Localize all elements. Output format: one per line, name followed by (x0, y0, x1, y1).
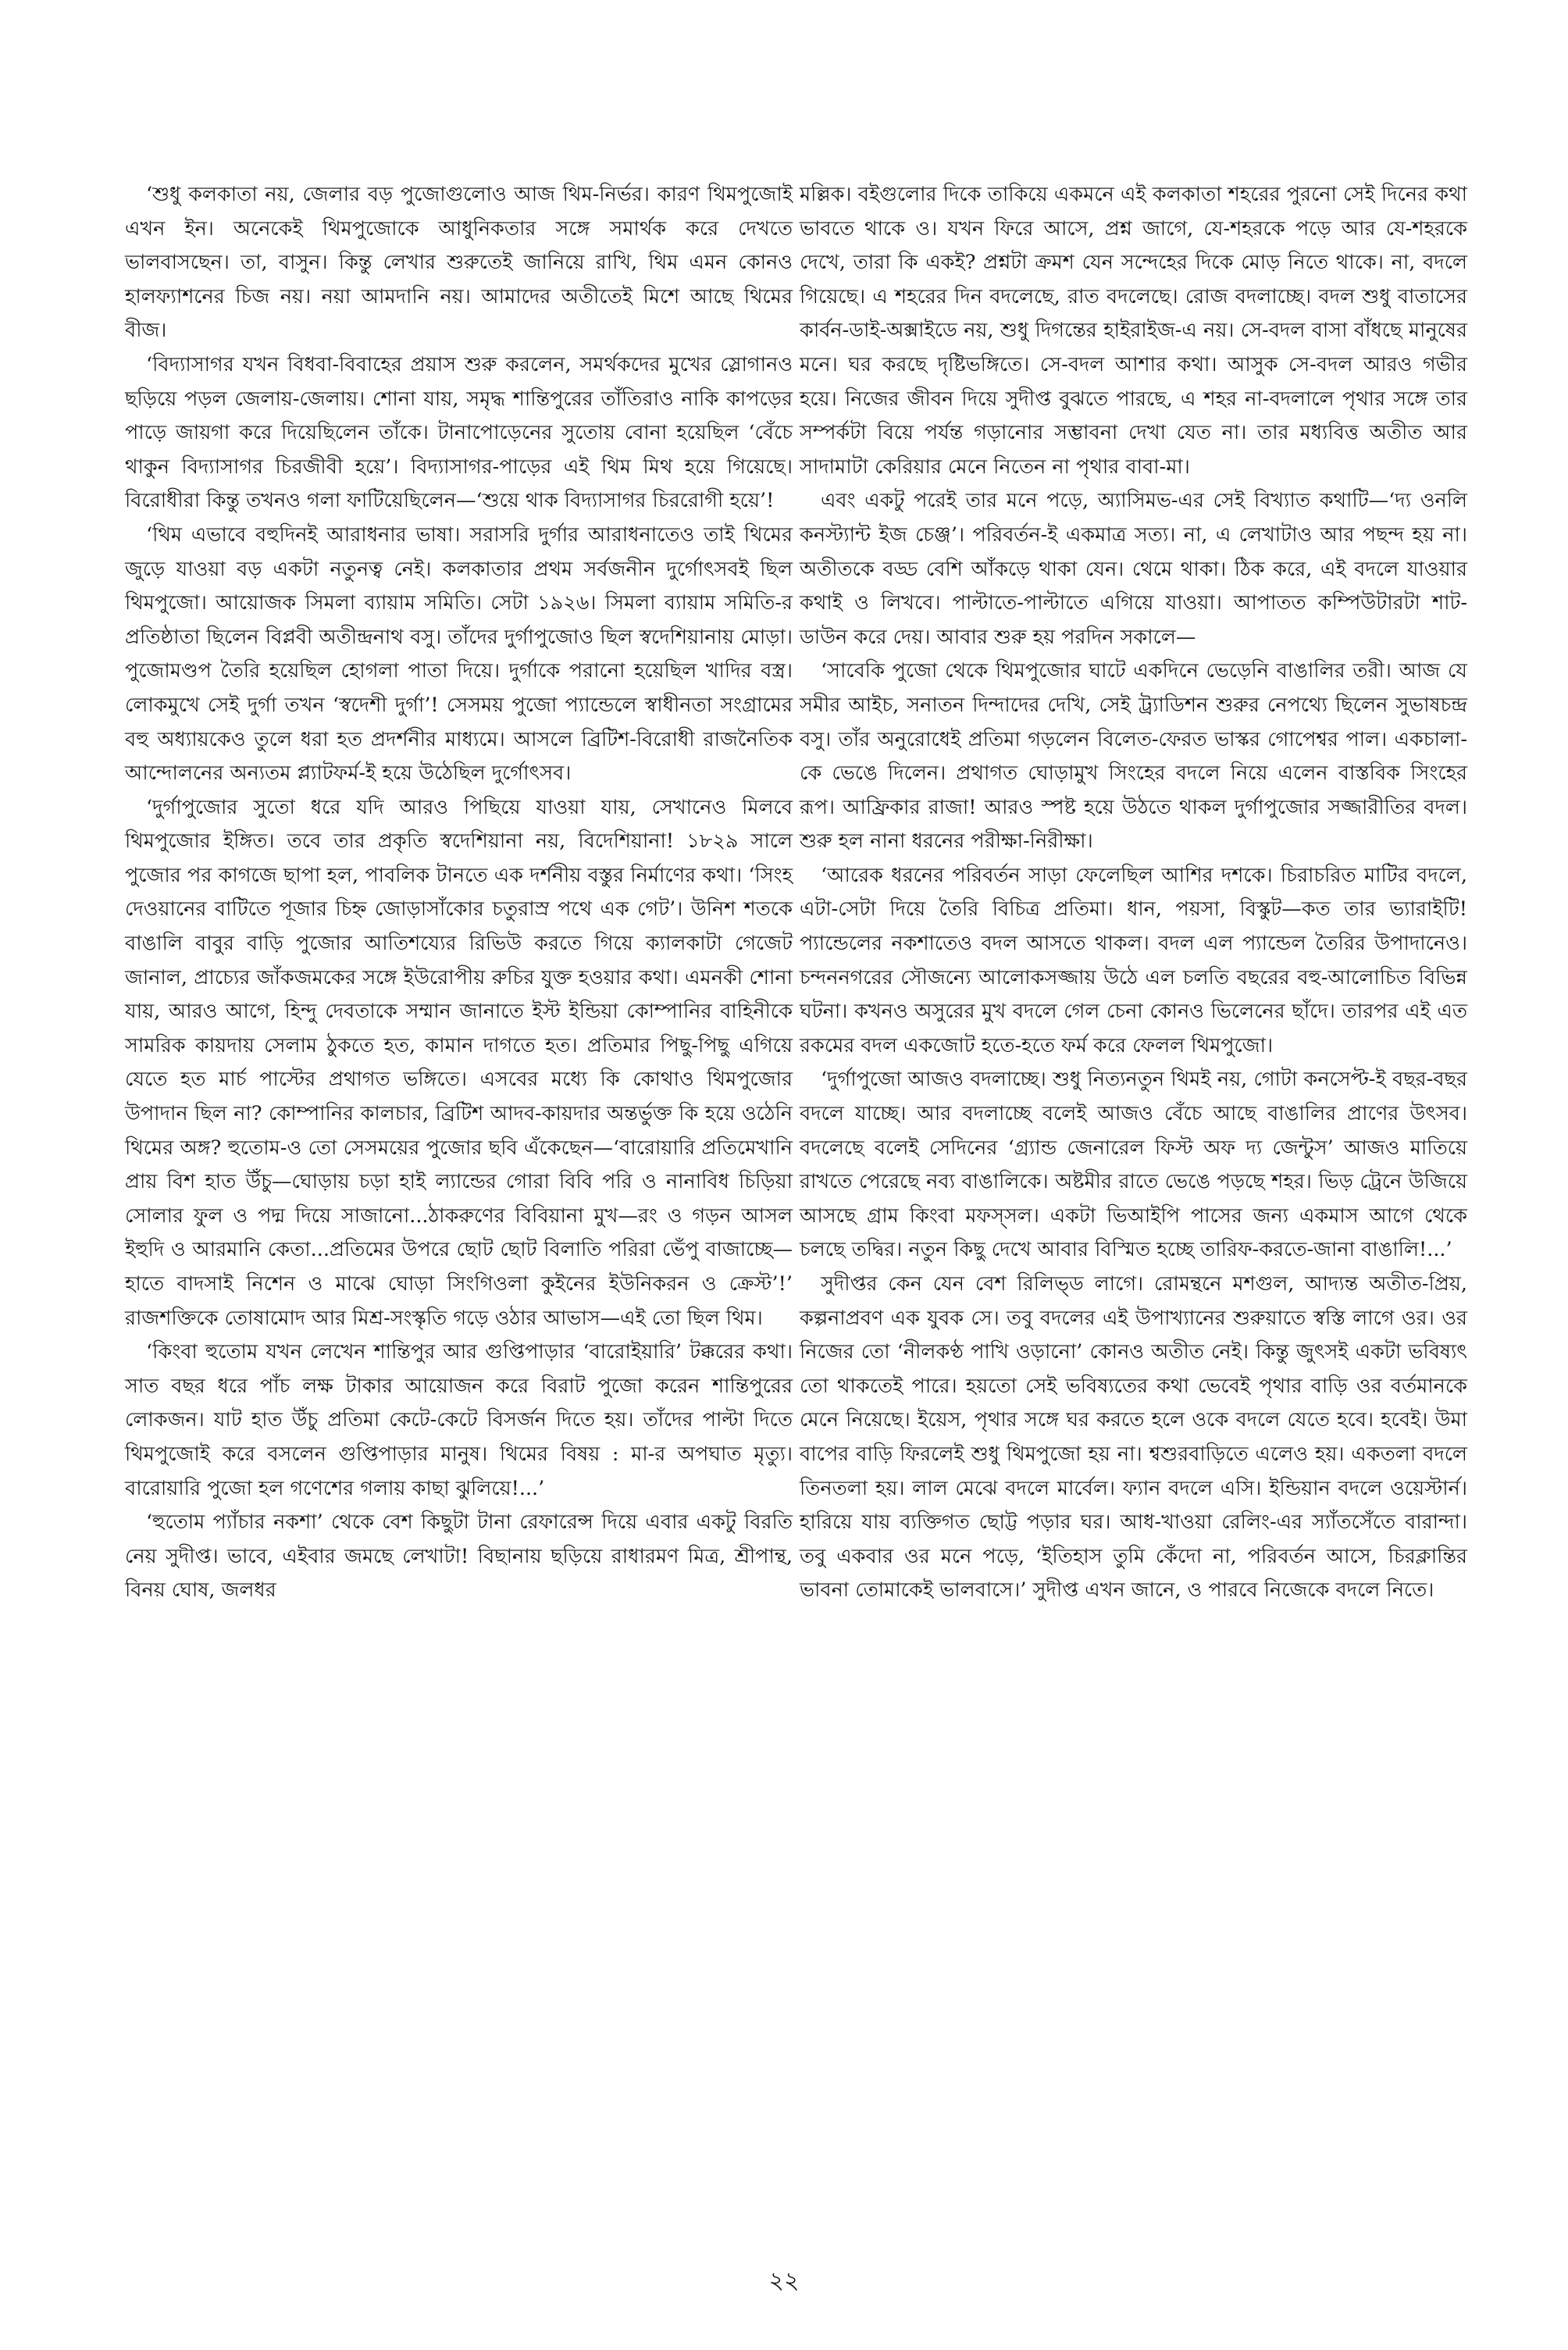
paragraph: ‘থিম এভাবে বহুদিনই আরাধনার ভাষা। সরাসরি দুর্গার আরাধনাতেও তাই থিমের জুড়ে যাওয়া বড় একটা নতুনত্ব নেই। কলকাতার প্রথম সর্বজনীন দুর্গোৎসবই ছিল থিমপুজো। আয়োজক সিমলা ব্যায়াম সমিতি। সেটা ১৯২৬। সিমলা ব্যায়াম সমিতি-র প্রতিষ্ঠাতা ছিলেন বিপ্লবী অতীন্দ্রনাথ বসু। তাঁদের দুর্গাপুজোও ছিল স্বদেশিয়ানায় মোড়া। পুজোমণ্ডপ তৈরি হয়েছিল হোগলা পাতা দিয়ে। দুর্গাকে পরানো হয়েছিল খাদির বস্ত্র। লোকমুখে সেই দুর্গা তখন ‘স্বদেশী দুর্গা’! সেসময় পুজো প্যান্ডেলে স্বাধীনতা সংগ্রামের বহু অধ্যায়কেও তুলে ধরা হত প্রদর্শনীর মাধ্যমে। আসলে ব্রিটিশ-বিরোধী রাজনৈতিক আন্দোলনের অন্যতম প্ল্যাটফর্ম-ই হয়ে উঠেছিল দুর্গোৎসব। (125, 522, 793, 786)
paragraph: ‘আরেক ধরনের পরিবর্তন সাড়া ফেলেছিল আশির দশকে। চিরাচরিত মাটির বদলে, এটা-সেটা দিয়ে তৈরি বিচিত্র প্রতিমা। ধান, পয়সা, বিস্কুট—কত তার ভ্যারাইটি! প্যান্ডেলের নকশাতেও বদল আসতে থাকল। বদল এল প্যান্ডেল তৈরির উপাদানেও। চন্দননগরের সৌজন্যে আলোকসজ্জায় উঠে এল চলতি বছরের বহু-আলোচিত বিভিন্ন ঘটনা। কখনও অসুরের মুখ বদলে গেল চেনা কোনও ভিলেনের ছাঁদে। তারপর এই এত রকমের বদল একজোট হতে-হতে ফর্ম করে ফেলল থিমপুজো। (800, 863, 1467, 1057)
paragraph: ‘দুর্গাপুজোর সুতো ধরে যদি আরও পিছিয়ে যাওয়া যায়, সেখানেও মিলবে থিমপুজোর ইঙ্গিত। তবে তার প্রকৃতি স্বদেশিয়ানা নয়, বিদেশিয়ানা! ১৮২৯ সালে পুজোর পর কাগজে ছাপা হল, পাবলিক টানতে এক দর্শনীয় বস্তুর নির্মাণের কথা। ‘সিংহ দেওয়ানের বাটিতে পূজার চিহ্ন জোড়াসাঁকোর চতুরাস্র পথে এক গেট’। উনিশ শতকে বাঙালি বাবুর বাড়ি পুজোর আতিশয্যের রিভিউ করতে গিয়ে ক্যালকাটা গেজেট জানাল, প্রাচ্যের জাঁকজমকের সঙ্গে ইউরোপীয় রুচির যুক্ত হওয়ার কথা। এমনকী শোনা যায়, আরও আগে, হিন্দু দেবতাকে সম্মান জানাতে ইস্ট ইন্ডিয়া কোম্পানির বাহিনীকে সামরিক কায়দায় সেলাম ঠুকতে হত, কামান দাগতে হত। প্রতিমার পিছু-পিছু এগিয়ে যেতে হত মার্চ পাস্টের প্রথাগত ভঙ্গিতে। এসবের মধ্যে কি কোথাও থিমপুজোর উপাদান ছিল না? কোম্পানির কালচার, ব্রিটিশ আদব-কায়দার অন্তর্ভুক্ত কি হয়ে ওঠেনি থিমের অঙ্গ? হুতোম-ও তো সেসময়ের পুজোর ছবি এঁকেছেন—‘বারোয়ারি প্রতিমেখানি প্রায় বিশ হাত উঁচু—ঘোড়ায় চড়া হাই ল্যান্ডের গোরা বিবি পরি ও নানাবিধ চিড়িয়া সোলার ফুল ও পদ্ম দিয়ে সাজানো...ঠাকরুণের বিবিয়ানা মুখ—রং ও গড়ন আসল ইহুদি ও আরমানি কেতা...প্রতিমের উপরে ছোট ছোট বিলাতি পরিরা ভেঁপু বাজাচ্ছে—হাতে বাদসাই নিশেন ও মাঝে ঘোড়া সিংগিওলা কুইনের ইউনিকরন ও ক্রেস্ট’!’ রাজশক্তিকে তোষামোদ আর মিশ্র-সংস্কৃতি গড়ে ওঠার আভাস—এই তো ছিল থিম। (125, 795, 793, 1330)
left-column (125, 178, 793, 1608)
paragraph: ‘বিদ্যাসাগর যখন বিধবা-বিবাহের প্রয়াস শুরু করলেন, সমর্থকদের মুখের স্লোগানও ছড়িয়ে পড়ল জেলায়-জেলায়। শোনা যায়, সমৃদ্ধ শান্তিপুরের তাঁতিরাও নাকি কাপড়ের পাড়ে জায়গা করে দিয়েছিলেন তাঁকে। টানাপোড়েনের সুতোয় বোনা হয়েছিল ‘বেঁচে থাকুন বিদ্যাসাগর চিরজীবী হয়ে’। বিদ্যাসাগর-পাড়ের এই থিম মিথ হয়ে গিয়েছে। বিরোধীরা কিন্তু তখনও গলা ফাটিয়েছিলেন—‘শুয়ে থাক বিদ্যাসাগর চিররোগী হয়ে’! (125, 352, 793, 513)
paragraph: ‘সাবেকি পুজো থেকে থিমপুজোর ঘাটে একদিনে ভেড়েনি বাঙালির তরী। আজ যে সমীর আইচ, সনাতন দিন্দাদের দেখি, সেই ট্র্যাডিশন শুরুর নেপথ্যে ছিলেন সুভাষচন্দ্র বসু। তাঁর অনুরোধেই প্রতিমা গড়লেন বিলেত-ফেরত ভাস্কর গোপেশ্বর পাল। একচালা-কে ভেঙে দিলেন। প্রথাগত ঘোড়ামুখ সিংহের বদলে নিয়ে এলেন বাস্তবিক সিংহের রূপ। আফ্রিকার রাজা! আরও স্পষ্ট হয়ে উঠতে থাকল দুর্গাপুজোর সজ্জারীতির বদল। শুরু হল নানা ধরনের পরীক্ষা-নিরীক্ষা। (800, 659, 1467, 854)
paragraph: ‘শুধু কলকাতা নয়, জেলার বড় পুজোগুলোও আজ থিম-নির্ভর। কারণ থিমপুজোই এখন ইন। অনেকেই থিমপুজোকে আধুনিকতার সঙ্গে সমার্থক করে দেখতে ভালবাসছেন। তা, বাসুন। কিন্তু লেখার শুরুতেই জানিয়ে রাখি, থিম এমন কোনও হালফ্যাশনের চিজ নয়। নয়া আমদানি নয়। আমাদের অতীতেই মিশে আছে থিমের বীজ। (125, 183, 793, 343)
paragraph: মল্লিক। বইগুলোর দিকে তাকিয়ে একমনে এই কলকাতা শহরের পুরনো সেই দিনের কথা ভাবতে থাকে ও। যখন ফিরে আসে, প্রশ্ন জাগে, যে-শহরকে পড়ে আর যে-শহরকে দেখে, তারা কি একই? প্রশ্নটা ক্রমশ যেন সন্দেহের দিকে মোড় নিতে থাকে। না, বদলে গিয়েছে। এ শহরের দিন বদলেছে, রাত বদলেছে। রোজ বদলাচ্ছে। বদল শুধু বাতাসের কার্বন-ডাই-অক্সাইডে নয়, শুধু দিগন্তের হাইরাইজ-এ নয়। সে-বদল বাসা বাঁধছে মানুষের মনে। ঘর করছে দৃষ্টিভঙ্গিতে। সে-বদল আশার কথা। আসুক সে-বদল আরও গভীর হয়ে। নিজের জীবন দিয়ে সুদীপ্ত বুঝতে পারছে, এ শহর না-বদলালে পৃথার সঙ্গে তার সম্পর্কটা বিয়ে পর্যন্ত গড়ানোর সম্ভাবনা দেখা যেত না। তার মধ্যবিত্ত অতীত আর সাদামাটা কেরিয়ার মেনে নিতেন না পৃথার বাবা-মা। (800, 183, 1467, 479)
paragraph: এবং একটু পরেই তার মনে পড়ে, অ্যাসিমভ-এর সেই বিখ্যাত কথাটি—‘দ্য ওনলি কনস্ট্যান্ট ইজ চেঞ্জ’। পরিবর্তন-ই একমাত্র সত্য। না, এ লেখাটাও আর পছন্দ হয় না। অতীতকে বড্ড বেশি আঁকড়ে থাকা যেন। থেমে থাকা। ঠিক করে, এই বদলে যাওয়ার কথাই ও লিখবে। পাল্টাতে-পাল্টাতে এগিয়ে যাওয়া। আপাতত কম্পিউটারটা শাট-ডাউন করে দেয়। আবার শুরু হয় পরদিন সকালে— (800, 489, 1467, 649)
page-number: ২২ (768, 2267, 800, 2295)
right-column (800, 178, 1467, 1608)
paragraph: সুদীপ্তর কেন যেন বেশ রিলিভ্‌ড লাগে। রোমন্থনে মশগুল, আদ্যন্ত অতীত-প্রিয়, কল্পনাপ্রবণ এক যুবক সে। তবু বদলের এই উপাখ্যানের শুরুয়াতে স্বস্তি লাগে ওর। ওর নিজের তো ‘নীলকণ্ঠ পাখি ওড়ানো’ কোনও অতীত নেই। কিন্তু জুৎসই একটা ভবিষ্যৎ তো থাকতেই পারে। হয়তো সেই ভবিষ্যতের কথা ভেবেই পৃথার বাড়ি ওর বর্তমানকে মেনে নিয়েছে। ইয়েস, পৃথার সঙ্গে ঘর করতে হলে ওকে বদলে যেতে হবে। হবেই। উমা বাপের বাড়ি ফিরলেই শুধু থিমপুজো হয় না। শ্বশুরবাড়িতে এলেও হয়। একতলা বদলে তিনতলা হয়। লাল মেঝে বদলে মার্বেল। ফ্যান বদলে এসি। ইন্ডিয়ান বদলে ওয়েস্টার্ন। হারিয়ে যায় ব্যক্তিগত ছোট্ট পড়ার ঘর। আধ-খাওয়া রেলিং-এর স্যাঁতসেঁতে বারান্দা। তবু একবার ওর মনে পড়ে, ‘ইতিহাস তুমি কেঁদো না, পরিবর্তন আসে, চিরক্লান্তির ভাবনা তোমাকেই ভালবাসে।’ সুদীপ্ত এখন জানে, ও পারবে নিজেকে বদলে নিতে। (800, 1272, 1467, 1603)
paragraph: ‘দুর্গাপুজো আজও বদলাচ্ছে। শুধু নিত্যনতুন থিমই নয়, গোটা কনসেপ্ট-ই বছর-বছর বদলে যাচ্ছে। আর বদলাচ্ছে বলেই আজও বেঁচে আছে বাঙালির প্রাণের উৎসব। বদলেছে বলেই সেদিনের ‘গ্র্যান্ড জেনারেল ফিস্ট অফ দ্য জেন্টুস’ আজও মাতিয়ে রাখতে পেরেছে নব্য বাঙালিকে। অষ্টমীর রাতে ভেঙে পড়ছে শহর। ভিড় ট্রেনে উজিয়ে আসছে গ্রাম কিংবা মফস্সল। একটা ভিআইপি পাসের জন্য একমাস আগে থেকে চলছে তদ্বির। নতুন কিছু দেখে আবার বিস্মিত হচ্ছে তারিফ-করতে-জানা বাঙালি!...’ (800, 1068, 1467, 1262)
paragraph: ‘হুতোম প্যাঁচার নকশা’ থেকে বেশ কিছুটা টানা রেফারেন্স দিয়ে এবার একটু বিরতি নেয় সুদীপ্ত। ভাবে, এইবার জমছে লেখাটা! বিছানায় ছড়িয়ে রাধারমণ মিত্র, শ্রীপান্থ, বিনয় ঘোষ, জলধর (125, 1510, 793, 1603)
paragraph: ‘কিংবা হুতোম যখন লেখেন শান্তিপুর আর গুপ্তিপাড়ার ‘বারোইয়ারি’ টক্করের কথা। সাত বছর ধরে পাঁচ লক্ষ টাকার আয়োজন করে বিরাট পুজো করেন শান্তিপুরের লোকজন। যাট হাত উঁচু প্রতিমা কেটে-কেটে বিসর্জন দিতে হয়। তাঁদের পাল্টা দিতে থিমপুজোই করে বসলেন গুপ্তিপাড়ার মানুষ। থিমের বিষয় : মা-র অপঘাত মৃত্যু। বারোয়ারি পুজো হল গণেশের গলায় কাছা ঝুলিয়ে!...’ (125, 1340, 793, 1500)
